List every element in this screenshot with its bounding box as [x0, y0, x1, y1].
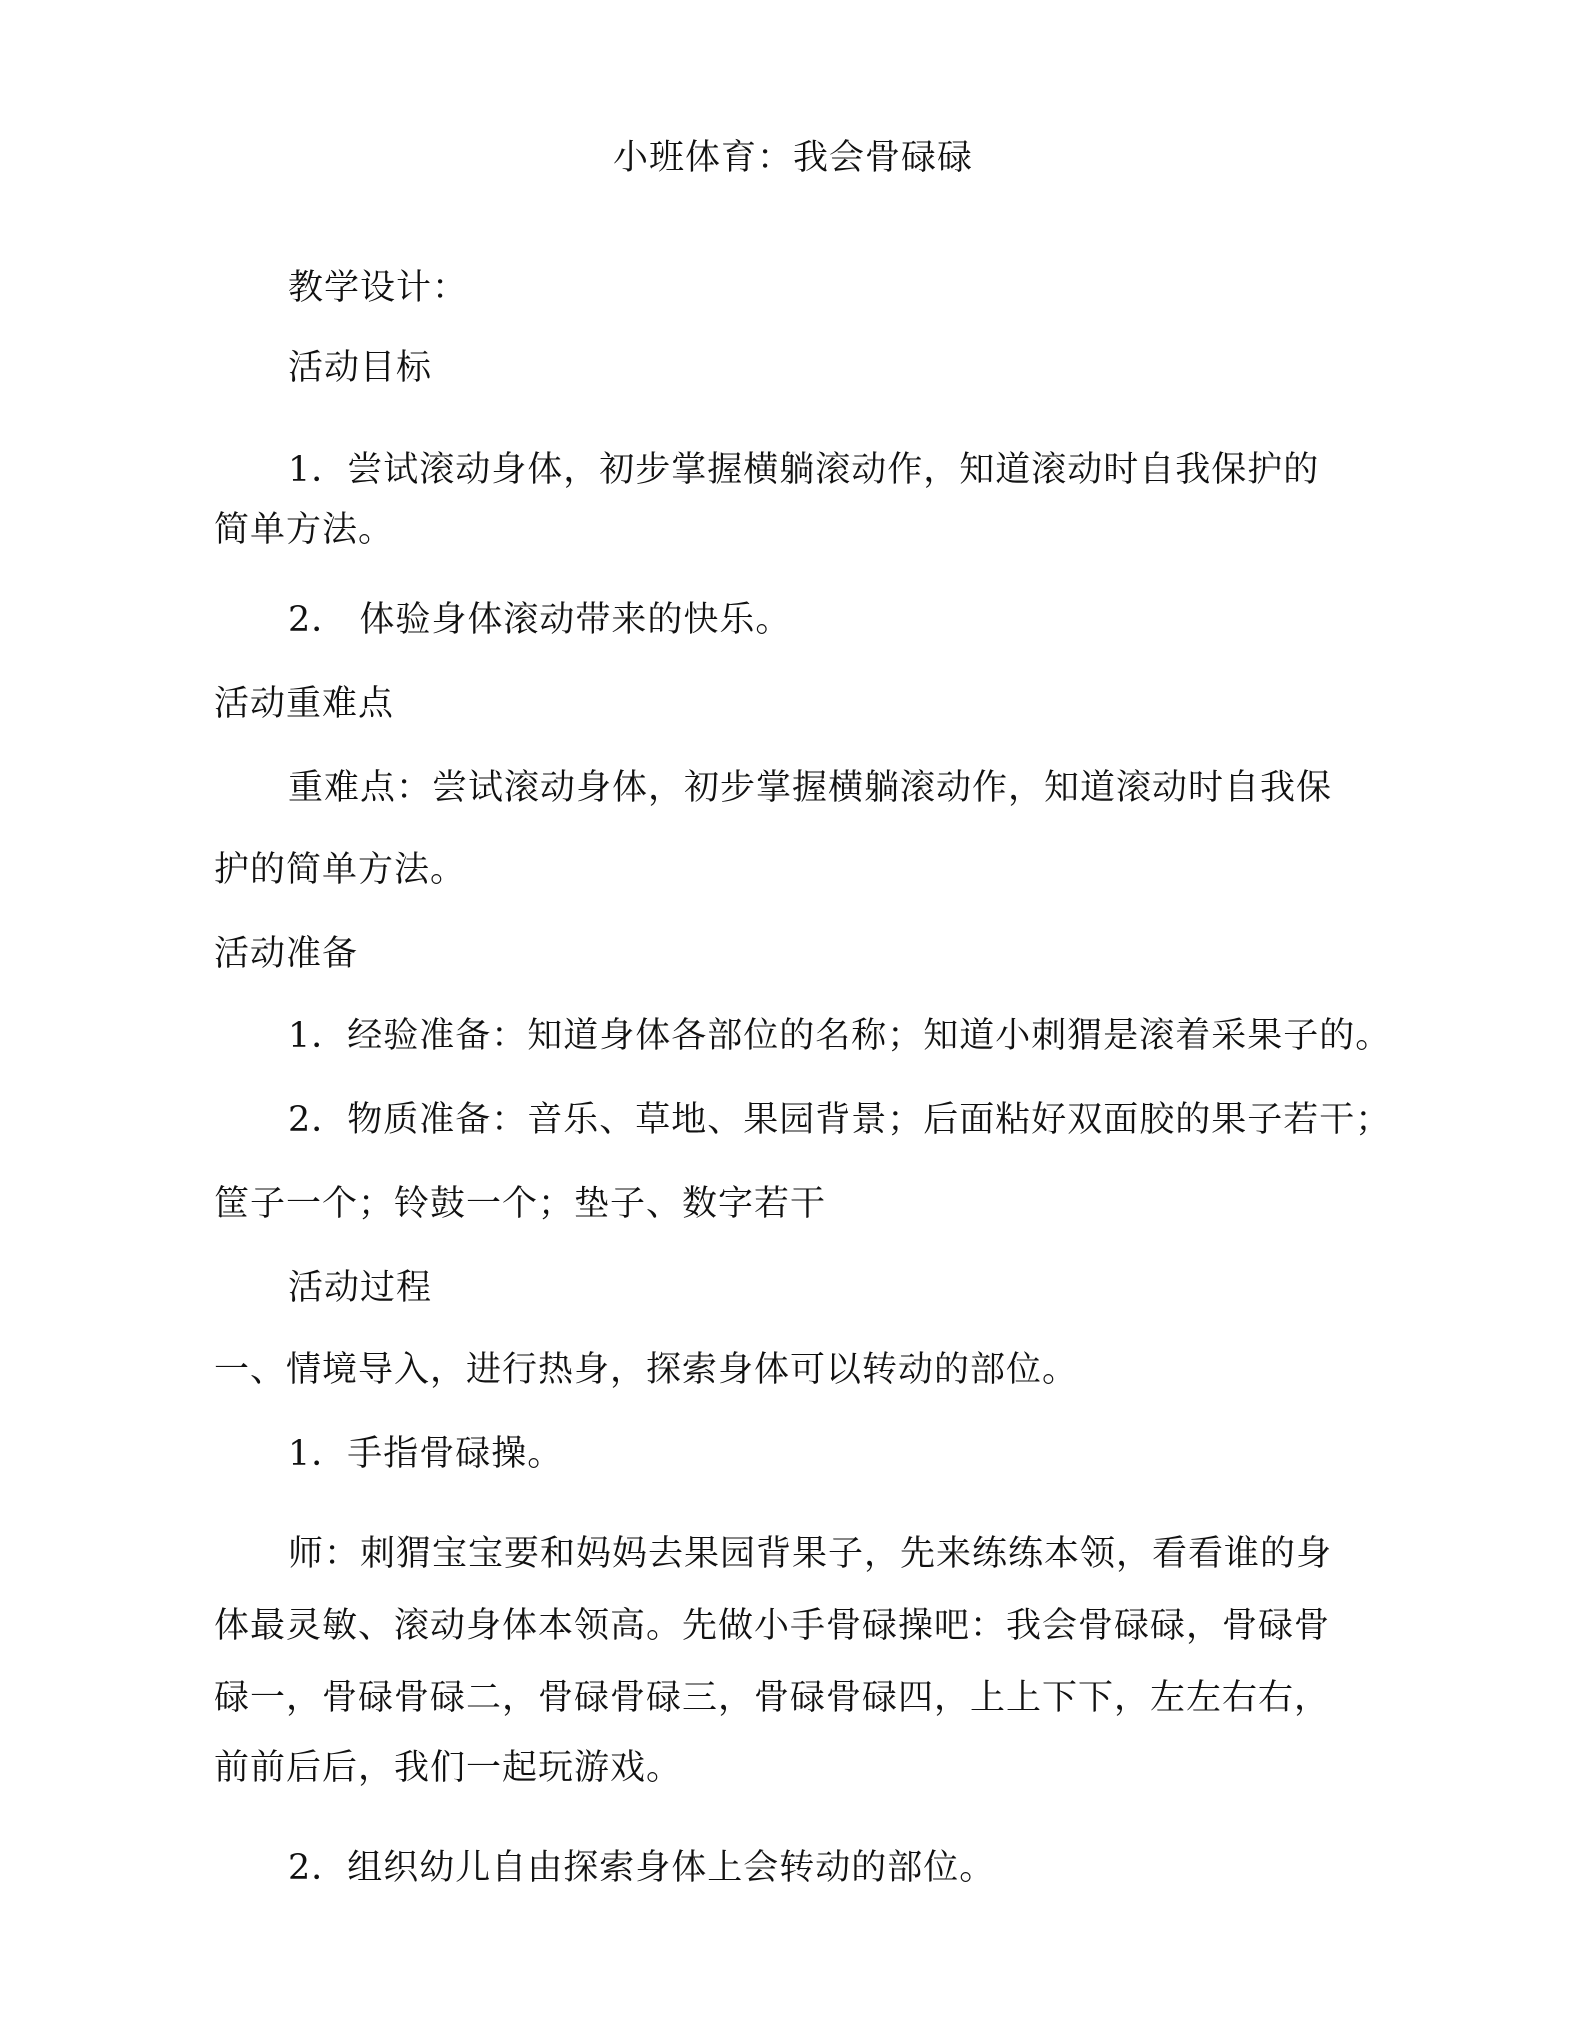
goal-1-line-2: 简单方法。 [214, 510, 395, 550]
document-title: 小班体育：我会骨碌碌 [612, 138, 973, 178]
preparation-heading: 活动准备 [214, 934, 359, 974]
process-step-1: 1．手指骨碌操。 [288, 1434, 564, 1474]
process-heading: 活动过程 [288, 1268, 433, 1308]
teacher-line-3: 碌一，骨碌骨碌二，骨碌骨碌三，骨碌骨碌四，上上下下，左左右右， [214, 1678, 1331, 1718]
key-points-heading: 活动重难点 [214, 684, 395, 724]
teaching-design-heading: 教学设计： [288, 268, 469, 308]
process-step-2: 2．组织幼儿自由探索身体上会转动的部位。 [288, 1848, 996, 1888]
preparation-experience: 1．经验准备：知道身体各部位的名称；知道小刺猬是滚着采果子的。 [288, 1016, 1392, 1056]
activity-goals-heading: 活动目标 [288, 348, 433, 388]
preparation-materials-line-1: 2．物质准备：音乐、草地、果园背景；后面粘好双面胶的果子若干； [288, 1100, 1392, 1140]
process-section-1: 一、情境导入，进行热身，探索身体可以转动的部位。 [214, 1350, 1079, 1390]
teacher-line-1: 师：刺猬宝宝要和妈妈去果园背果子，先来练练本领，看看谁的身 [288, 1534, 1333, 1574]
preparation-materials-line-2: 筐子一个；铃鼓一个；垫子、数字若干 [214, 1184, 827, 1224]
teacher-line-2: 体最灵敏、滚动身体本领高。先做小手骨碌操吧：我会骨碌碌，骨碌骨 [214, 1606, 1331, 1646]
key-points-line-2: 护的简单方法。 [214, 850, 467, 890]
key-points-line-1: 重难点：尝试滚动身体，初步掌握横躺滚动作，知道滚动时自我保 [288, 768, 1333, 808]
goal-1-line-1: 1．尝试滚动身体，初步掌握横躺滚动作，知道滚动时自我保护的 [288, 450, 1320, 490]
teacher-line-4: 前前后后，我们一起玩游戏。 [214, 1748, 683, 1788]
goal-2: 2． 体验身体滚动带来的快乐。 [288, 600, 792, 640]
